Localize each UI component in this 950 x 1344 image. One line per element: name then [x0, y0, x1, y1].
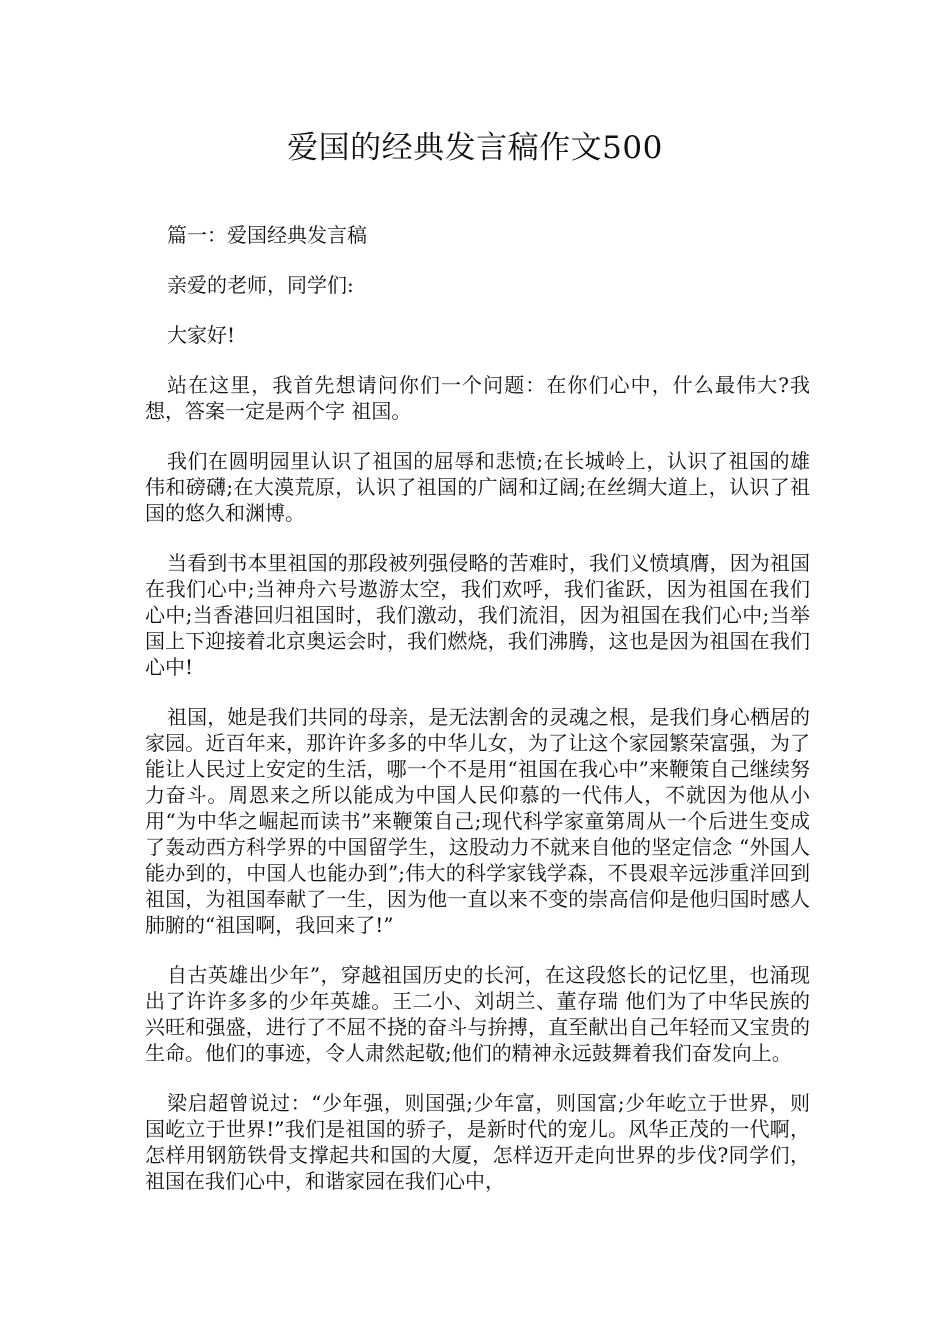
- paragraph: 自古英雄出少年”，穿越祖国历史的长河，在这段悠长的记忆里，也涌现出了许许多多的少年英雄。王二小、刘胡兰、董存瑞 他们为了中华民族的兴旺和强盛，进行了不屈不挠的奋斗与拚搏，直至献出自己年轻而又宝贵的生命。他们的事迹，令人肃然起敬;他们的精神永远鼓舞着我们奋发向上。: [145, 963, 810, 1065]
- paragraph: 祖国，她是我们共同的母亲，是无法割舍的灵魂之根，是我们身心栖居的家园。近百年来，那许许多多的中华儿女，为了让这个家园繁荣富强，为了能让人民过上安定的生活，哪一个不是用“祖国在我心中”来鞭策自己继续努力奋斗。周恩来之所以能成为中国人民仰慕的一代伟人，不就因为他从小用“为中华之崛起而读书”来鞭策自己;现代科学家童第周从一个后进生变成了轰动西方科学界的中国留学生，这股动力不就来自他的坚定信念 “外国人能办到的，中国人也能办到”;伟大的科学家钱学森，不畏艰辛远涉重洋回到祖国，为祖国奉献了一生，因为他一直以来不变的崇高信仰是他归国时感人肺腑的“祖国啊，我回来了!”: [145, 705, 810, 937]
- paragraph: 我们在圆明园里认识了祖国的屈辱和悲愤;在长城岭上，认识了祖国的雄伟和磅礴;在大漠荒原，认识了祖国的广阔和辽阔;在丝绸大道上，认识了祖国的悠久和渊博。: [145, 449, 810, 525]
- paragraph: 站在这里，我首先想请问你们一个问题：在你们心中，什么最伟大?我想，答案一定是两个字 祖国。: [145, 373, 810, 423]
- paragraph: 当看到书本里祖国的那段被列强侵略的苦难时，我们义愤填膺，因为祖国在我们心中;当神舟六号遨游太空，我们欢呼，我们雀跃，因为祖国在我们心中;当香港回归祖国时，我们激动，我们流泪，因为祖国在我们心中;当举国上下迎接着北京奥运会时，我们燃烧，我们沸腾，这也是因为祖国在我们心中!: [145, 551, 810, 679]
- salutation: 亲爱的老师，同学们:: [167, 273, 354, 297]
- document-body: [145, 222, 810, 1218]
- document-title: 爱国的经典发言稿作文500: [287, 130, 663, 166]
- section-heading: 篇一：爱国经典发言稿: [167, 223, 367, 247]
- paragraph: 梁启超曾说过：“少年强，则国强;少年富，则国富;少年屹立于世界，则国屹立于世界!”我们是祖国的骄子，是新时代的宠儿。风华正茂的一代啊，怎样用钢筋铁骨支撑起共和国的大厦，怎样迈开走向世界的步伐?同学们，祖国在我们心中，和谐家园在我们心中，: [145, 1091, 810, 1193]
- greeting: 大家好!: [167, 323, 236, 347]
